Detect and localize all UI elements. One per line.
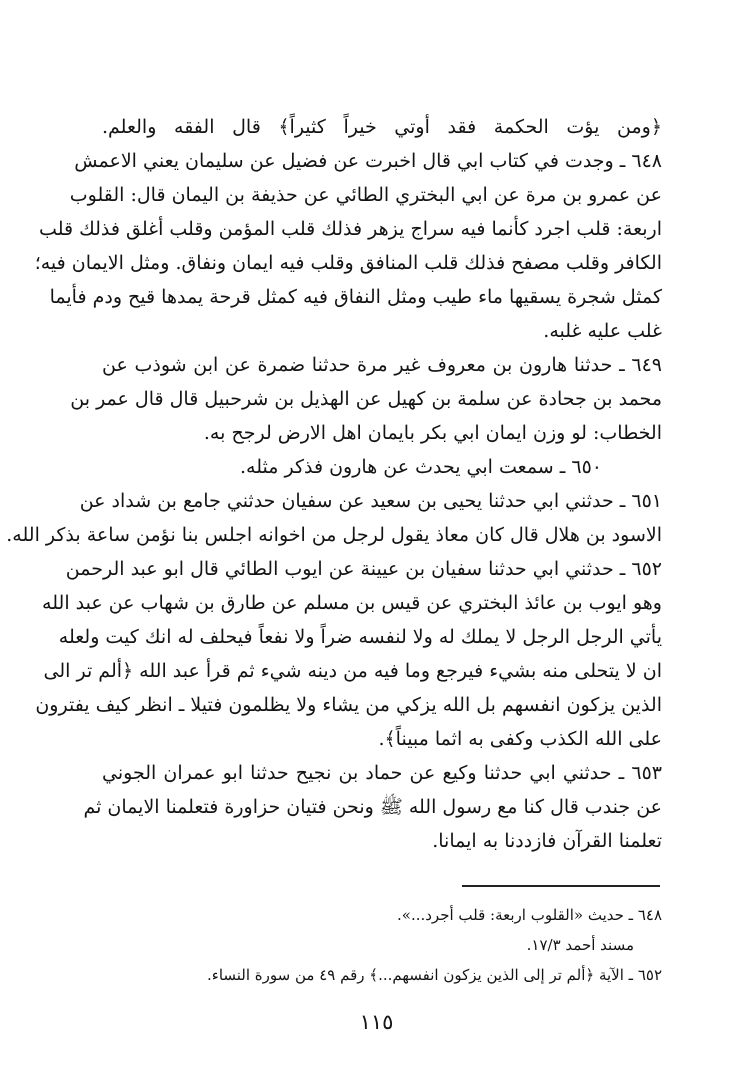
text-line: على الله الكذب وكفى به اثما مبيناً﴾. bbox=[378, 728, 662, 750]
text-line: تعلمنا القرآن فازددنا به ايمانا. bbox=[432, 830, 662, 852]
text-line: الذين يزكون انفسهم بل الله يزكي من يشاء ولا يظلمون فتيلا ـ انظر كيف يفترون bbox=[35, 694, 662, 716]
text-line: يأتي الرجل الرجل لا يملك له ولا لنفسه ضراً ولا نفعاً فيحلف له انك كيت ولعله bbox=[58, 626, 662, 648]
hadith-649-line: ٦٤٩ ـ حدثنا هارون بن معروف غير مرة حدثنا ضمرة عن ابن شوذب عن bbox=[102, 354, 662, 376]
text-line: كمثل شجرة يسقيها ماء طيب ومثل النفاق فيه كمثل قرحة يمدها قيح ودم فأيما bbox=[49, 286, 662, 308]
page-number: ١١٥ bbox=[359, 1010, 394, 1034]
footnote-652: ٦٥٢ ـ الآية ﴿ألم تر إلى الذين يزكون انفسهم...﴾ رقم ٤٩ من سورة النساء. bbox=[207, 966, 662, 984]
hadith-650-line: ٦٥٠ ـ سمعت ابي يحدث عن هارون فذكر مثله. bbox=[240, 456, 602, 478]
text-line: الخطاب: لو وزن ايمان ابي بكر بايمان اهل الارض لرجح به. bbox=[203, 422, 662, 444]
hadith-648-line: ٦٤٨ ـ وجدت في كتاب ابي قال اخبرت عن فضيل عن سليمان يعني الاعمش bbox=[74, 150, 662, 172]
footnote-648: ٦٤٨ ـ حديث «القلوب اربعة: قلب أجرد...». bbox=[397, 906, 662, 924]
main-text bbox=[6, 110, 662, 858]
hadith-652-line: ٦٥٢ ـ حدثني ابي حدثنا سفيان بن عيينة عن ايوب الطائي قال ابو عبد الرحمن bbox=[65, 558, 662, 580]
hadith-653-line: ٦٥٣ ـ حدثني ابي حدثنا وكيع عن حماد بن نجيح حدثنا ابو عمران الجوني bbox=[102, 762, 662, 784]
text-line: غلب عليه غلبه. bbox=[543, 320, 662, 342]
footnotes bbox=[102, 900, 662, 990]
footnote-divider bbox=[462, 885, 660, 887]
text-line: وهو ايوب بن عائذ البختري عن قيس بن مسلم عن طارق بن شهاب عن عبد الله bbox=[42, 592, 662, 614]
text-line: محمد بن جحادة عن سلمة بن كهيل عن الهذيل بن شرحبيل قال قال عمر بن bbox=[70, 388, 662, 410]
text-line: ان لا يتحلى منه بشيء فيرجع وما فيه من دينه شيء ثم قرأ عبد الله ﴿ألم تر الى bbox=[43, 660, 662, 682]
hadith-651-line: ٦٥١ ـ حدثني ابي حدثنا يحيى بن سعيد عن سفيان حدثني جامع بن شداد عن bbox=[79, 490, 662, 512]
text-line: الاسود بن هلال قال كان معاذ يقول لرجل من اخوانه اجلس بنا نؤمن ساعة بذكر الله. bbox=[6, 524, 662, 546]
text-line: الكافر وقلب مصفح فذلك قلب المنافق وقلب فيه ايمان ونفاق. ومثل الايمان فيه؛ bbox=[34, 252, 662, 274]
text-line: اربعة: قلب اجرد كأنما فيه سراج يزهر فذلك قلب المؤمن وقلب أغلق فذلك قلب bbox=[39, 218, 662, 240]
text-line: عن جندب قال كنا مع رسول الله ﷺ ونحن فتيان حزاورة فتعلمنا الايمان ثم bbox=[83, 796, 662, 818]
footnote-648-source: مسند أحمد ١٧/٣. bbox=[526, 936, 634, 954]
text-line: عن عمرو بن مرة عن ابي البختري الطائي عن حذيفة بن اليمان قال: القلوب bbox=[69, 184, 662, 206]
text-line: ﴿ومن يؤت الحكمة فقد أوتي خيراً كثيراً﴾ قال الفقه والعلم. bbox=[102, 116, 662, 138]
